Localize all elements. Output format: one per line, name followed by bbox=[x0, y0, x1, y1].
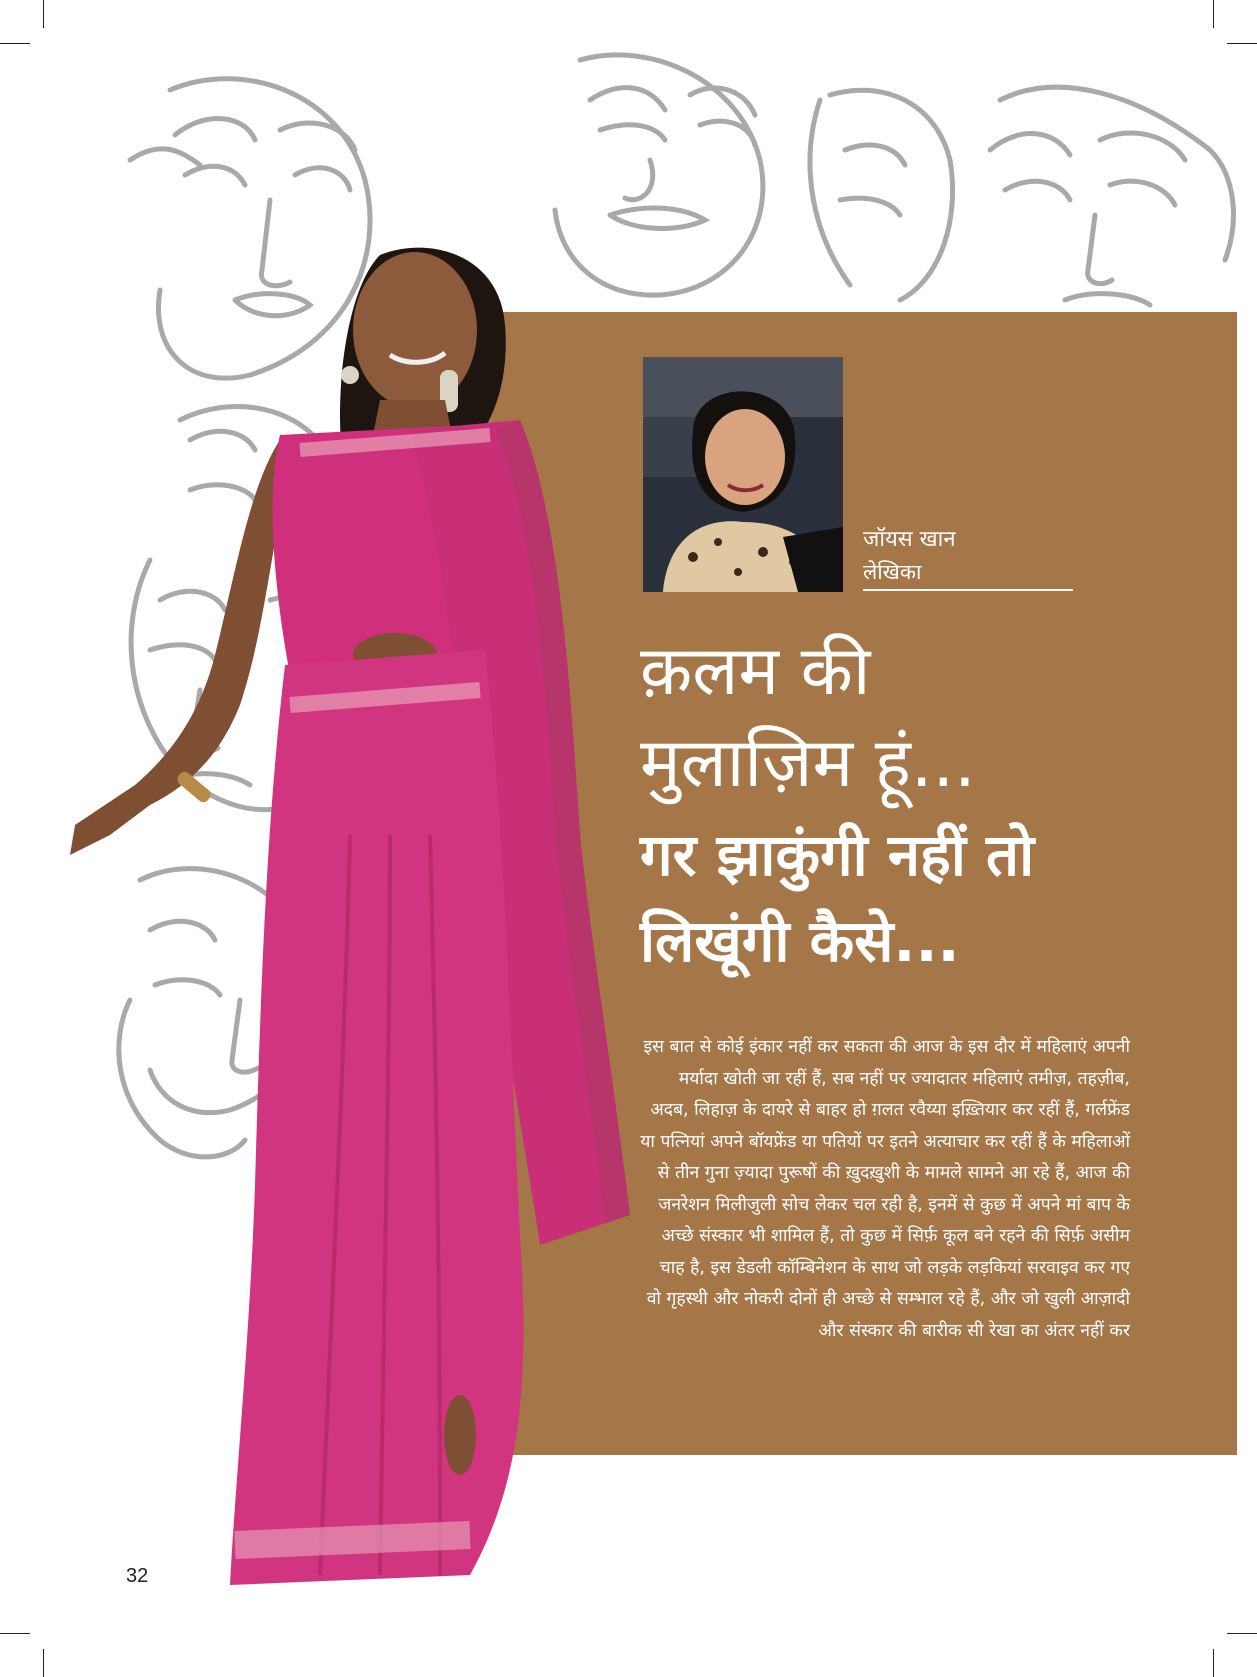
crop-mark bbox=[1213, 1649, 1214, 1677]
author-role: लेखिका bbox=[863, 560, 922, 584]
author-photo bbox=[643, 357, 843, 592]
headline-bold bbox=[640, 812, 1034, 984]
headline-line: गर झाकुंगी नहीं तो bbox=[640, 821, 1035, 889]
crop-mark bbox=[43, 1649, 44, 1677]
crop-mark bbox=[1227, 1633, 1257, 1634]
author-divider bbox=[863, 589, 1073, 591]
headline-line: क़लम की bbox=[640, 632, 871, 711]
headline-line: लिखूंगी कैसे... bbox=[640, 907, 960, 975]
headline-light bbox=[640, 626, 976, 810]
saree-model-photo bbox=[50, 235, 690, 1595]
page-number: 32 bbox=[126, 1565, 149, 1587]
crop-mark bbox=[0, 1633, 30, 1634]
article-body: इस बात से कोई इंकार नहीं कर सकता की आज के इस दौर में महिलाएं अपनी मर्यादा खोती जा रहीं हैं, सब नहीं पर ज्यादातर महिलाएं तमीज़, तहज़ीब, अदब, लिहाज़ के दायरे से बाहर हो ग़लत रवैय्या इख़्तियार कर रहीं हैं, गर्लफ्रेंड या पत्नियां अपने बॉयफ्रेंड या पतियों पर इतने अत्याचार कर रहीं हैं के महिलाओं से तीन गुना ज़्यादा पुरूषों की ख़ुदख़ुशी के मामले सामने आ रहे हैं, आज की जनरेशन मिलीजुली सोच लेकर चल रही है, इनमें से कुछ में अपने मां बाप के अच्छे संस्कार भी शामिल हैं, तो कुछ में सिर्फ़ कूल बने रहने की सिर्फ़ असीम चाह है, इस डेडली कॉम्बिनेशन के साथ जो लड़के लड़कियां सरवाइव कर गए वो गृहस्थी और नोकरी दोनों ही अच्छे से सम्भाल रहे हैं, और जो खुली आज़ादी और संस्कार की बारीक सी रेखा का अंतर नहीं कर bbox=[640, 1037, 1130, 1341]
headline-line: मुलाज़िम हूं... bbox=[640, 724, 976, 803]
author-name: जॉयस खान bbox=[863, 527, 956, 552]
